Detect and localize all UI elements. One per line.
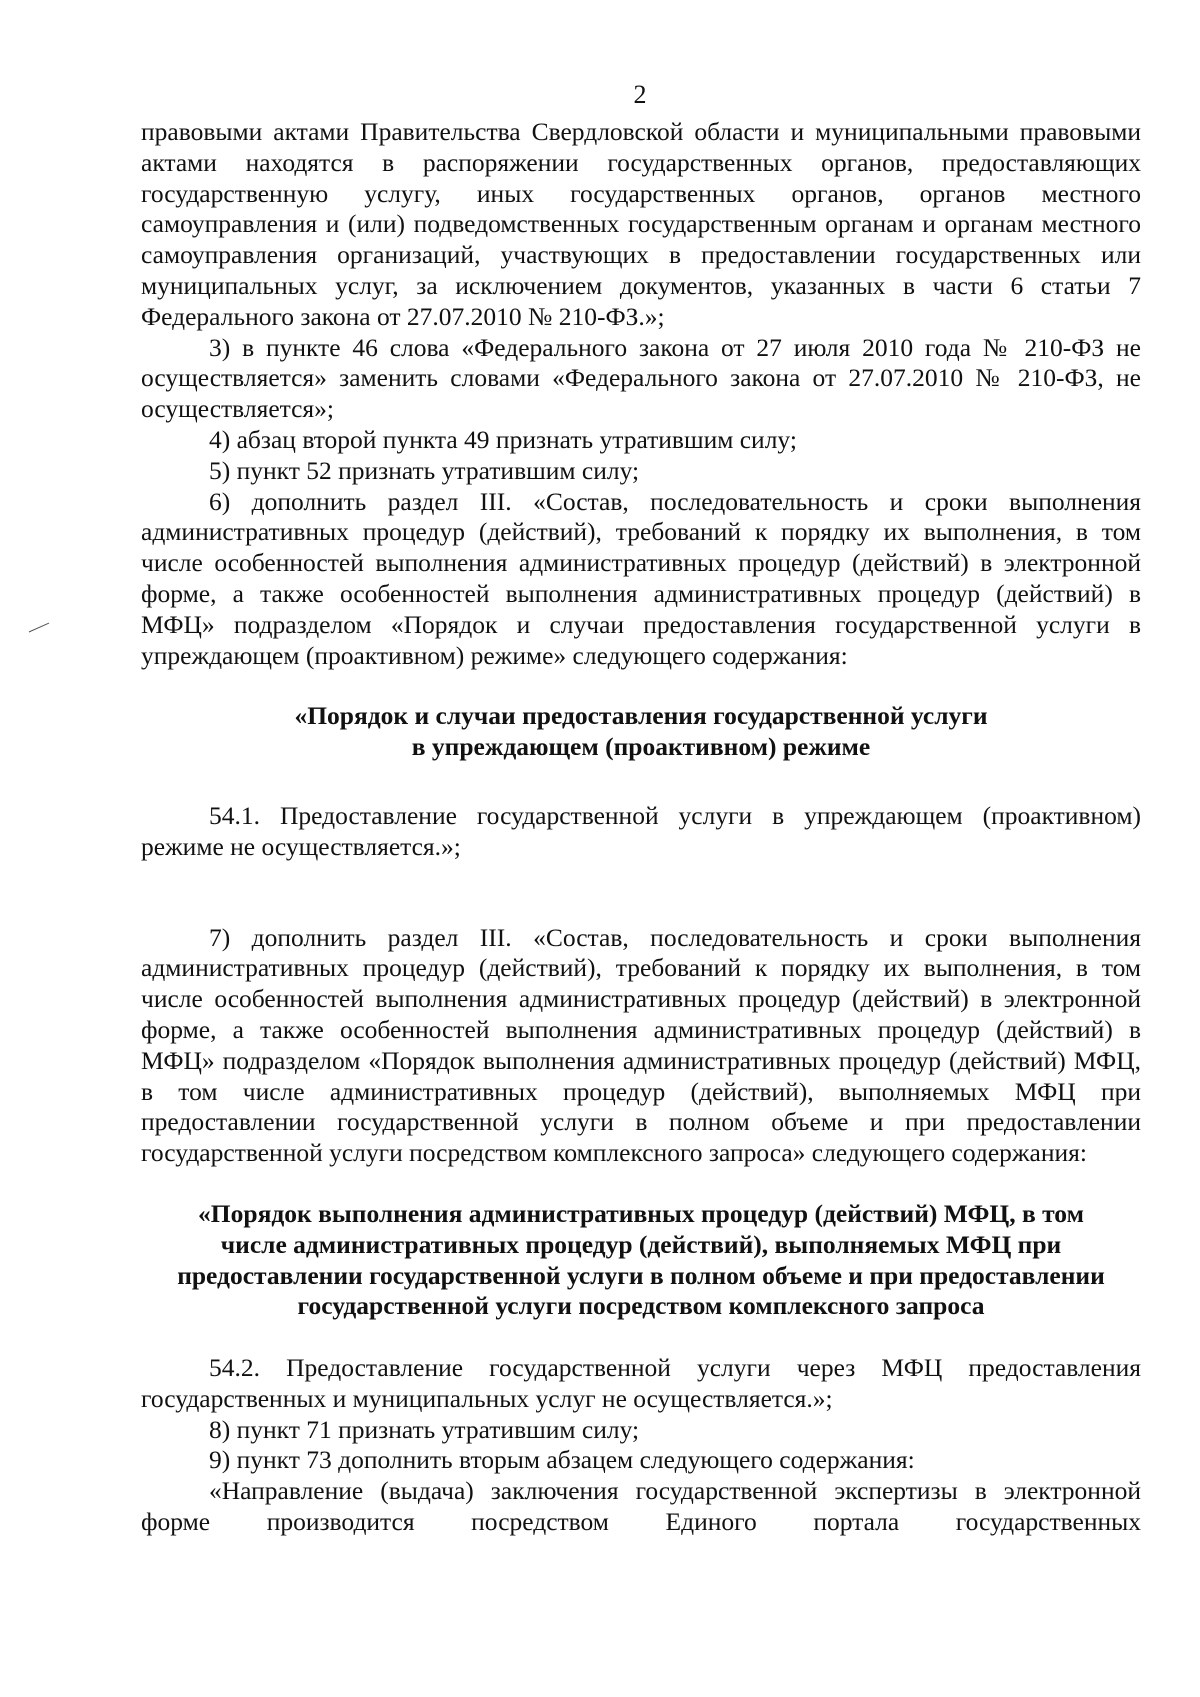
document-body — [141, 117, 1141, 1538]
paragraph-quote-73: «Направление (выдача) заключения государственной экспертизы в электронной форме производится посредством Единого портала государственных — [141, 1476, 1141, 1537]
paragraph-item-7: 7) дополнить раздел III. «Состав, последовательность и сроки выполнения административных процедур (действий), требований к порядку их выполнения, в том числе особенностей выполнения административных процедур (действий) в электронной форме, а также особенностей выполнения административных процедур (действий) в МФЦ» подразделом «Порядок выполнения административных процедур (действий) МФЦ, в том числе административных процедур (действий), выполняемых МФЦ при предоставлении государственной услуги в полном объеме и при предоставлении государственной услуги посредством комплексного запроса» следующего содержания: — [141, 922, 1141, 1168]
heading-2-line-1: «Порядок выполнения административных процедур (действий) МФЦ, в том — [198, 1198, 1084, 1228]
page-number: 2 — [633, 80, 647, 109]
paragraph-item-5: 5) пункт 52 признать утратившим силу; — [209, 455, 640, 485]
scan-mark — [29, 623, 50, 633]
heading-1-line-1: «Порядок и случаи предоставления государственной услуги — [294, 701, 988, 731]
heading-1-line-2: в упреждающем (проактивном) режиме — [411, 732, 871, 762]
paragraph-continuation: правовыми актами Правительства Свердловской области и муниципальными правовыми актами находятся в распоряжении государственных органов, предоставляющих государственную услугу, иных государственных органов, органов местного самоуправления и (или) подведомственных государственным органам и органам местного самоуправления организаций, участвующих в предоставлении государственных или муниципальных услуг, за исключением документов, указанных в части 6 статьи 7 Федерального закона от 27.07.2010 № 210-ФЗ.»; — [141, 117, 1141, 331]
subsection-heading-2 — [141, 1199, 1141, 1322]
paragraph-item-9: 9) пункт 73 дополнить вторым абзацем следующего содержания: — [209, 1445, 915, 1475]
subsection-heading-1 — [141, 701, 1141, 763]
heading-2-line-4: государственной услуги посредством комплексного запроса — [297, 1291, 985, 1321]
paragraph-item-3: 3) в пункте 46 слова «Федерального закона от 27 июля 2010 года № 210-ФЗ не осуществляется» заменить словами «Федерального закона от 27.07.2010 № 210-ФЗ, не осуществляется»; — [141, 332, 1141, 424]
paragraph-54-2: 54.2. Предоставление государственной услуги через МФЦ предоставления государственных и муниципальных услуг не осуществляется.»; — [141, 1353, 1141, 1413]
heading-2-line-2: числе административных процедур (действий), выполняемых МФЦ при — [220, 1229, 1062, 1259]
heading-2-line-3: предоставлении государственной услуги в полном объеме и при предоставлении — [177, 1260, 1105, 1290]
paragraph-54-1: 54.1. Предоставление государственной услуги в упреждающем (проактивном) режиме не осуществляется.»; — [141, 800, 1141, 861]
paragraph-item-8: 8) пункт 71 признать утратившим силу; — [209, 1414, 640, 1444]
paragraph-item-6: 6) дополнить раздел III. «Состав, последовательность и сроки выполнения административных процедур (действий), требований к порядку их выполнения, в том числе особенностей выполнения административных процедур (действий) в электронной форме, а также особенностей выполнения административных процедур (действий) в МФЦ» подразделом «Порядок и случаи предоставления государственной услуги в упреждающем (проактивном) режиме» следующего содержания: — [141, 486, 1141, 670]
paragraph-item-4: 4) абзац второй пункта 49 признать утратившим силу; — [209, 424, 797, 454]
